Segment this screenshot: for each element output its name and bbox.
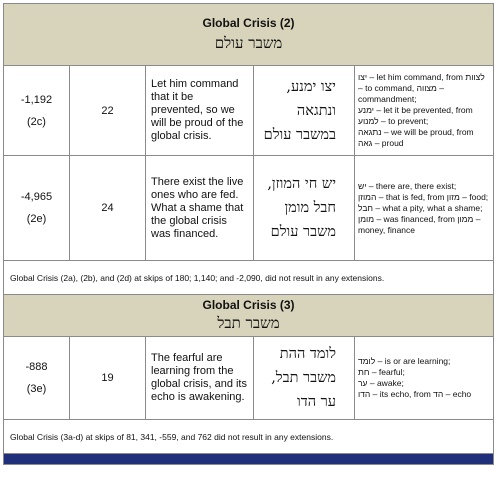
- gloss-cell: [355, 156, 494, 261]
- section-title-cell: [4, 4, 494, 66]
- gloss-entry: יצו – let him command, from לצוות – to command, מצווה – commandment;: [358, 72, 485, 104]
- row-number: 22: [70, 66, 146, 156]
- footer-bar: [4, 454, 494, 465]
- row-number: 19: [70, 337, 146, 420]
- hebrew-line: ער הדו: [297, 394, 336, 410]
- gloss-entry: נתגאה – we will be proud, from גאה – proud: [358, 127, 474, 148]
- hebrew-line: ונתגאה: [296, 102, 336, 119]
- skip-value: -4,965: [20, 191, 53, 203]
- gloss-cell: [355, 337, 494, 420]
- section-header: [4, 295, 494, 337]
- gloss-entry: יש – there are, there exist;: [358, 180, 457, 191]
- row-number: 24: [70, 156, 146, 261]
- skip-cell: [4, 66, 70, 156]
- translation-text: Let him command that it be prevented, so we will be proud of the global crisis.: [146, 66, 254, 156]
- section-header: [4, 4, 494, 66]
- gloss-entry: חת – fearful;: [358, 367, 405, 377]
- hebrew-text-cell: [254, 156, 355, 261]
- table-row: [4, 337, 494, 420]
- section-title-cell: [4, 295, 494, 337]
- skip-value: -888: [25, 361, 48, 373]
- hebrew-line: לומד ההת: [279, 346, 336, 362]
- code-label: (2e): [26, 213, 47, 225]
- hebrew-line: במשבר עולם: [263, 126, 336, 143]
- code-label: (3e): [26, 383, 47, 395]
- footer-bar-row: [4, 454, 494, 465]
- section-hebrew-title: משבר עולם: [214, 34, 283, 52]
- section-title: Global Crisis (2): [202, 16, 295, 30]
- note-text: Global Crisis (3a-d) at skips of 81, 341, -559, and 762 did not result in any extensions.: [4, 420, 494, 454]
- skip-value: -1,192: [20, 93, 53, 106]
- gloss-entry: מומן – was financed, from ממון – money, finance: [358, 213, 481, 235]
- translation-text: There exist the live ones who are fed. What a shame that the global crisis was financed.: [146, 156, 254, 261]
- gloss-entry: הדו – its echo, from הד – echo: [358, 389, 472, 399]
- section-title: Global Crisis (3): [202, 298, 295, 312]
- gloss-entry: ימנע – let it be prevented, from למנוע – to prevent;: [358, 105, 473, 126]
- gloss-entry: לומד – is or are learning;: [358, 356, 451, 366]
- note-row: [4, 261, 494, 295]
- hebrew-line: חבל מומן: [284, 200, 336, 216]
- note-row: [4, 420, 494, 454]
- note-text: Global Crisis (2a), (2b), and (2d) at skips of 180; 1,140; and -2,090, did not result in any extensions.: [4, 261, 494, 295]
- section-hebrew-title: משבר תבל: [217, 314, 280, 332]
- gloss-entry: ער – awake;: [358, 378, 404, 388]
- hebrew-line: יש חי המוזן,: [267, 176, 336, 192]
- hebrew-text-cell: [254, 337, 355, 420]
- gloss-entry: חבל – what a pity, what a shame;: [358, 202, 483, 213]
- translation-text: The fearful are learning from the global crisis, and its echo is awakening.: [146, 337, 254, 420]
- code-label: (2c): [27, 115, 46, 128]
- skip-cell: [4, 337, 70, 420]
- skip-cell: [4, 156, 70, 261]
- hebrew-line: משבר עולם: [270, 224, 336, 240]
- table-row: [4, 66, 494, 156]
- hebrew-line: יצו ימנע,: [286, 78, 336, 95]
- gloss-cell: [355, 66, 494, 156]
- table-row: [4, 156, 494, 261]
- gloss-entry: המוזן – that is fed, from מזון – food;: [358, 191, 489, 202]
- hebrew-line: משבר תבל,: [271, 370, 336, 386]
- global-crisis-table: [3, 3, 494, 465]
- hebrew-text-cell: [254, 66, 355, 156]
- document-table-frame: [3, 3, 493, 478]
